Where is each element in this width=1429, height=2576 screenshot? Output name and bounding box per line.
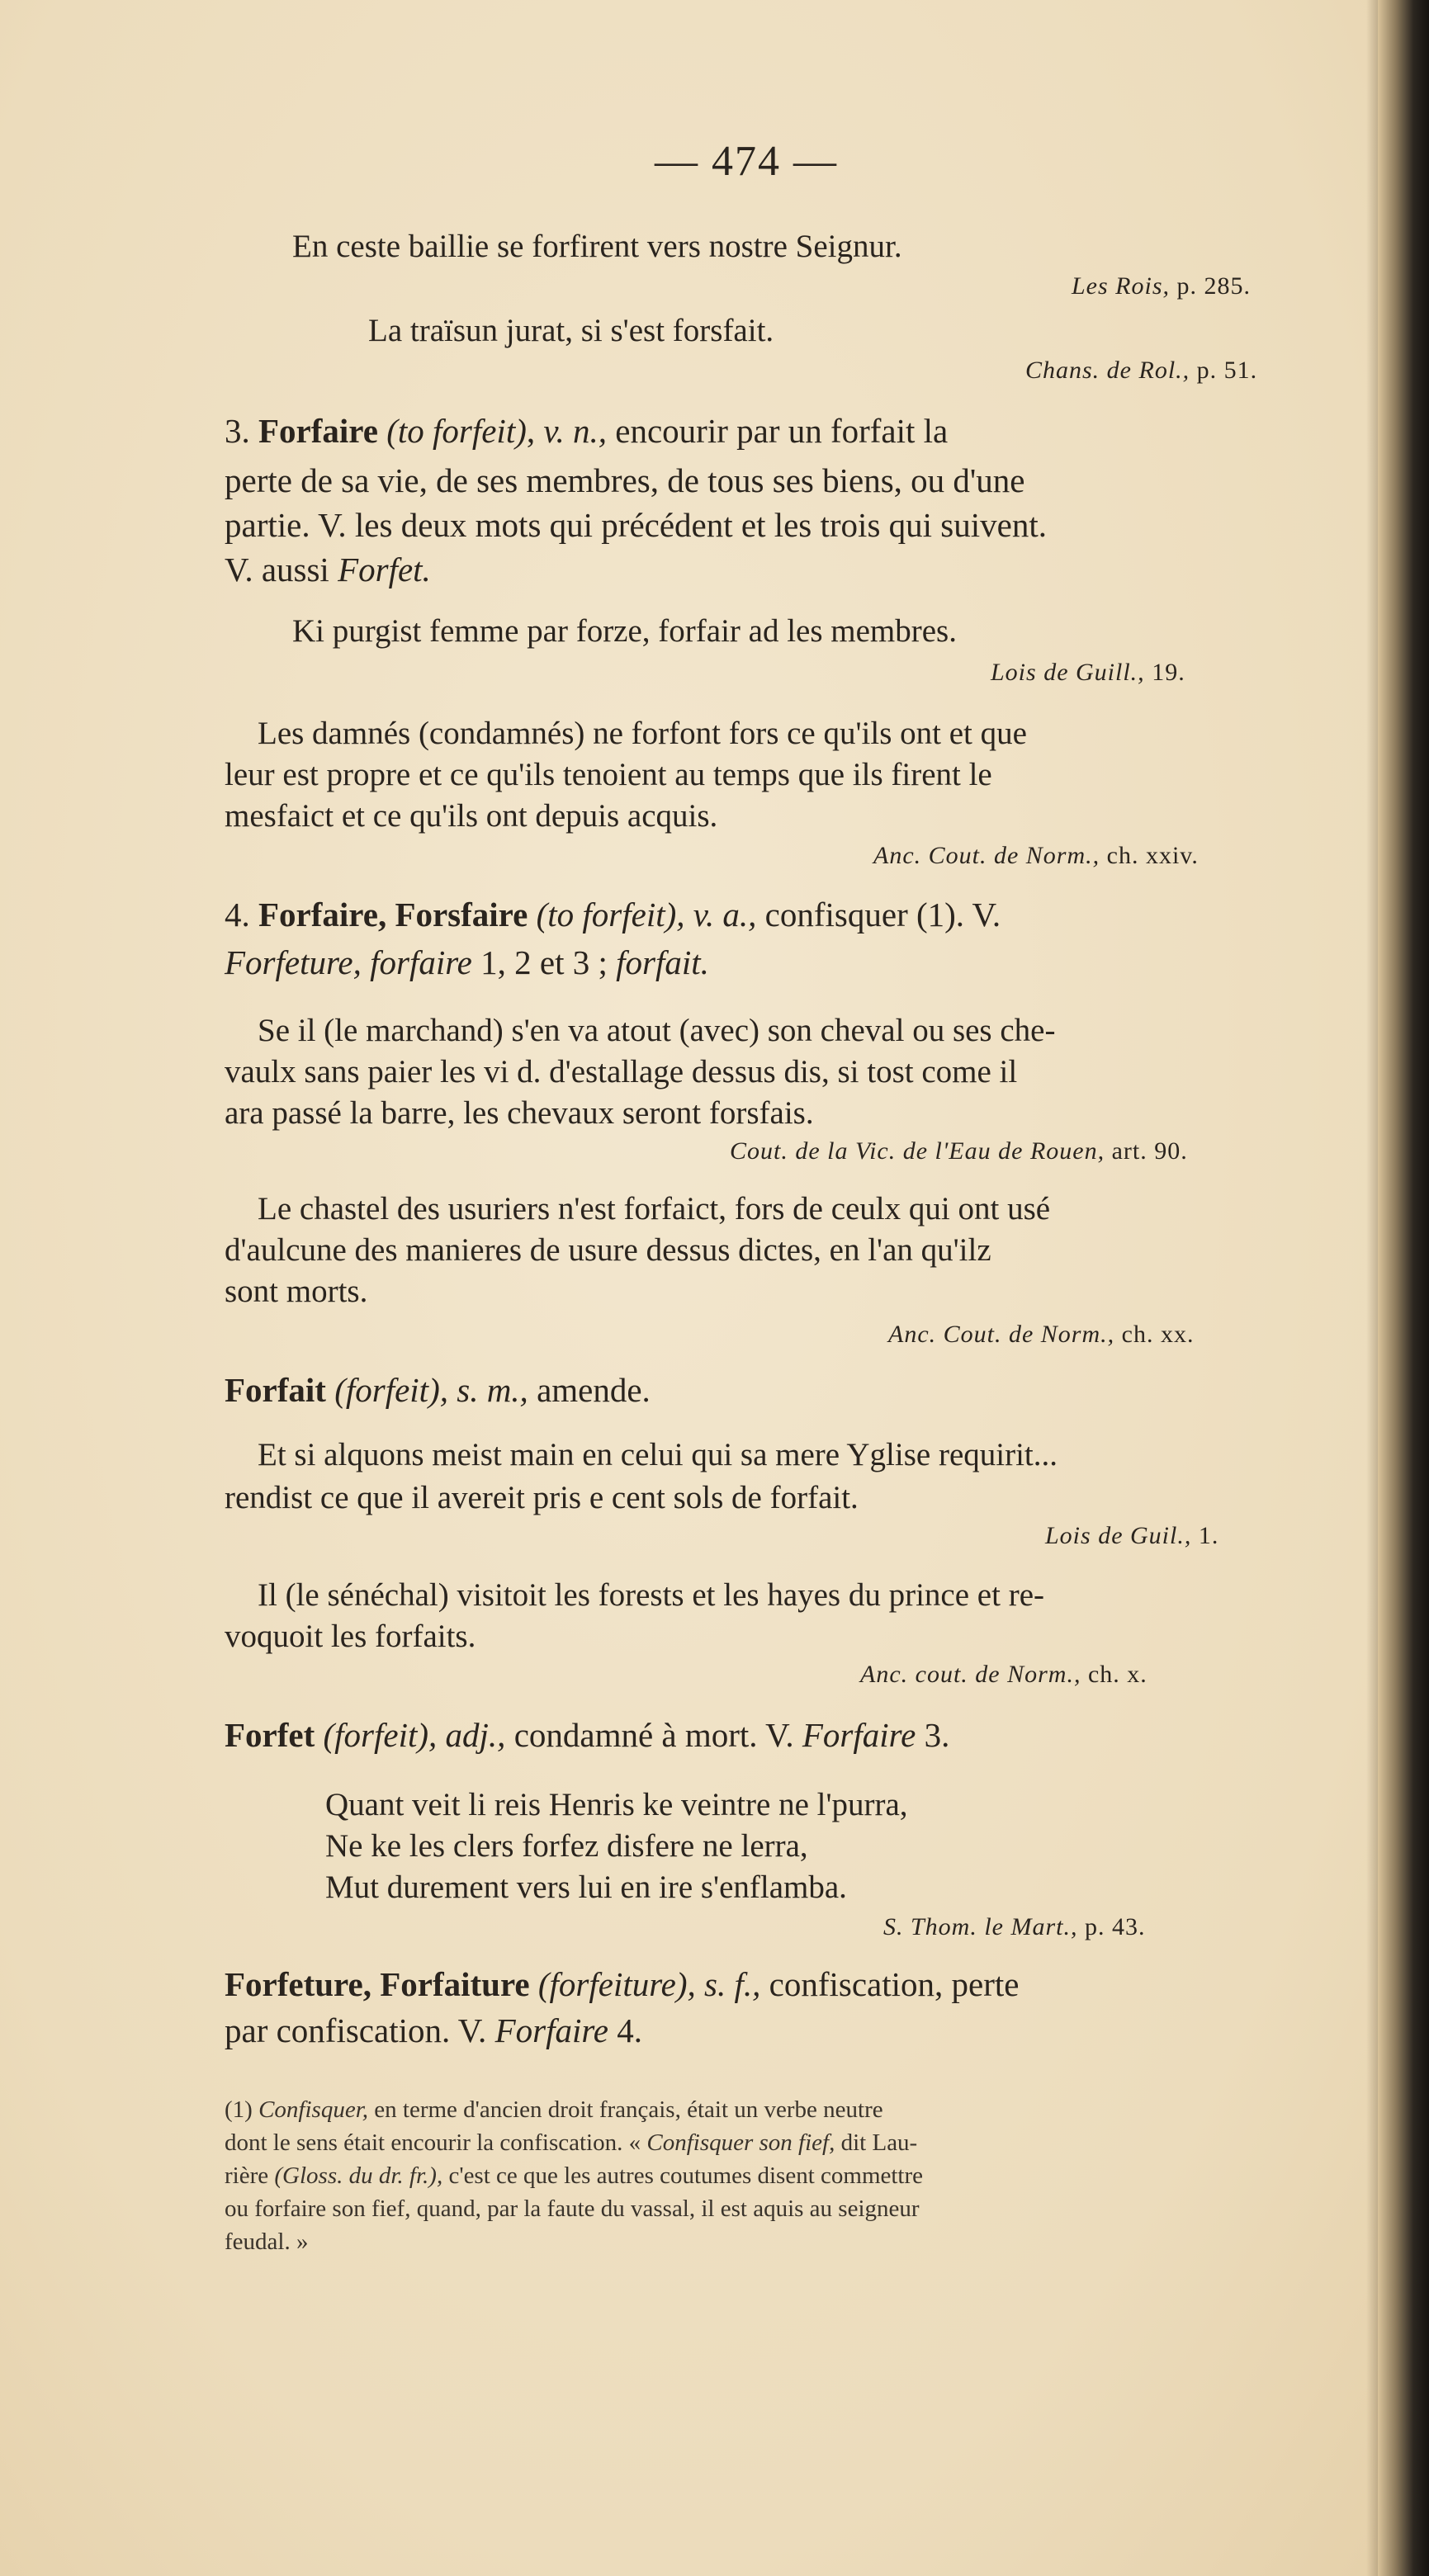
quote-line: Et si alquons meist main en celui qui sa mere Yglise requirit... [258, 1437, 1058, 1472]
quote-line: rendist ce que il avereit pris e cent sols de forfait. [225, 1480, 859, 1515]
entry-forfet: Forfet (forfeit), adj., condamné à mort. V. Forfaire 3. [225, 1716, 950, 1754]
quote-line: voquoit les forfaits. [225, 1619, 476, 1654]
footnote-line: feudal. » [225, 2229, 309, 2255]
verse-line: Ne ke les clers forfez disfere ne lerra, [325, 1828, 808, 1864]
quote-line: En ceste baillie se forfirent vers nostre Seignur. [292, 229, 902, 264]
quote-line: Le chastel des usuriers n'est forfaict, fors de ceulx qui ont usé [258, 1191, 1051, 1227]
entry-text: partie. V. les deux mots qui précédent et les trois qui suivent. [225, 506, 1047, 544]
quote-line: vaulx sans paier les vi d. d'estallage dessus dis, si tost come il [225, 1054, 1018, 1089]
quote-line: Ki purgist femme par forze, forfair ad les membres. [292, 613, 957, 649]
page-number: — 474 — [655, 138, 838, 185]
entry-forfait: Forfait (forfeit), s. m., amende. [225, 1371, 651, 1409]
source-citation: Chans. de Rol., p. 51. [1025, 357, 1258, 384]
quote-line: La traïsun jurat, si s'est forsfait. [368, 313, 774, 348]
verse-line: Quant veit li reis Henris ke veintre ne l'purra, [325, 1787, 908, 1822]
book-edge [1378, 0, 1429, 2576]
source-citation: Anc. Cout. de Norm., ch. xx. [888, 1321, 1195, 1348]
footnote: (1) Confisquer, en terme d'ancien droit français, était un verbe neutre [225, 2096, 883, 2123]
verse-line: Mut durement vers lui en ire s'enflamba. [325, 1869, 847, 1905]
entry-text: Forfeture, forfaire 1, 2 et 3 ; forfait. [225, 943, 709, 981]
footnote-line: rière (Gloss. du dr. fr.), c'est ce que les autres coutumes disent commettre [225, 2162, 924, 2189]
entry-forfaire-4: 4. Forfaire, Forsfaire (to forfeit), v. a., confisquer (1). V. [225, 896, 1001, 934]
entry-text: V. aussi Forfet. [225, 551, 431, 588]
footnote-line: ou forfaire son fief, quand, par la faute du vassal, il est aquis au seigneur [225, 2196, 920, 2222]
entry-text: par confiscation. V. Forfaire 4. [225, 2011, 642, 2049]
entry-text: perte de sa vie, de ses membres, de tous ses biens, ou d'une [225, 461, 1025, 499]
source-citation: S. Thom. le Mart., p. 43. [883, 1913, 1146, 1940]
page-edge-shadow [1366, 0, 1378, 2576]
source-citation: Lois de Guil., 1. [1045, 1522, 1219, 1549]
quote-line: mesfaict et ce qu'ils ont depuis acquis. [225, 798, 718, 834]
quote-line: d'aulcune des manieres de usure dessus dictes, en l'an qu'ilz [225, 1232, 991, 1268]
footnote-line: dont le sens était encourir la confiscation. « Confisquer son fief, dit Lau- [225, 2129, 918, 2156]
quote-line: Se il (le marchand) s'en va atout (avec) son cheval ou ses che- [258, 1013, 1056, 1048]
quote-line: sont morts. [225, 1274, 368, 1309]
entry-forfaire-3: 3. Forfaire (to forfeit), v. n., encourir par un forfait la [225, 412, 949, 450]
source-citation: Anc. Cout. de Norm., ch. xxiv. [873, 842, 1199, 869]
quote-line: ara passé la barre, les chevaux seront forsfais. [225, 1095, 814, 1131]
entry-forfeture: Forfeture, Forfaiture (forfeiture), s. f., confiscation, perte [225, 1965, 1020, 2003]
source-citation: Anc. cout. de Norm., ch. x. [860, 1661, 1147, 1688]
source-citation: Lois de Guill., 19. [991, 659, 1185, 686]
quote-line: leur est propre et ce qu'ils tenoient au temps que ils firent le [225, 757, 992, 792]
quote-line: Il (le sénéchal) visitoit les forests et les hayes du prince et re- [258, 1577, 1044, 1613]
source-citation: Les Rois, p. 285. [1072, 272, 1252, 300]
source-citation: Cout. de la Vic. de l'Eau de Rouen, art. 90. [730, 1137, 1188, 1165]
quote-line: Les damnés (condamnés) ne forfont fors ce qu'ils ont et que [258, 716, 1027, 751]
